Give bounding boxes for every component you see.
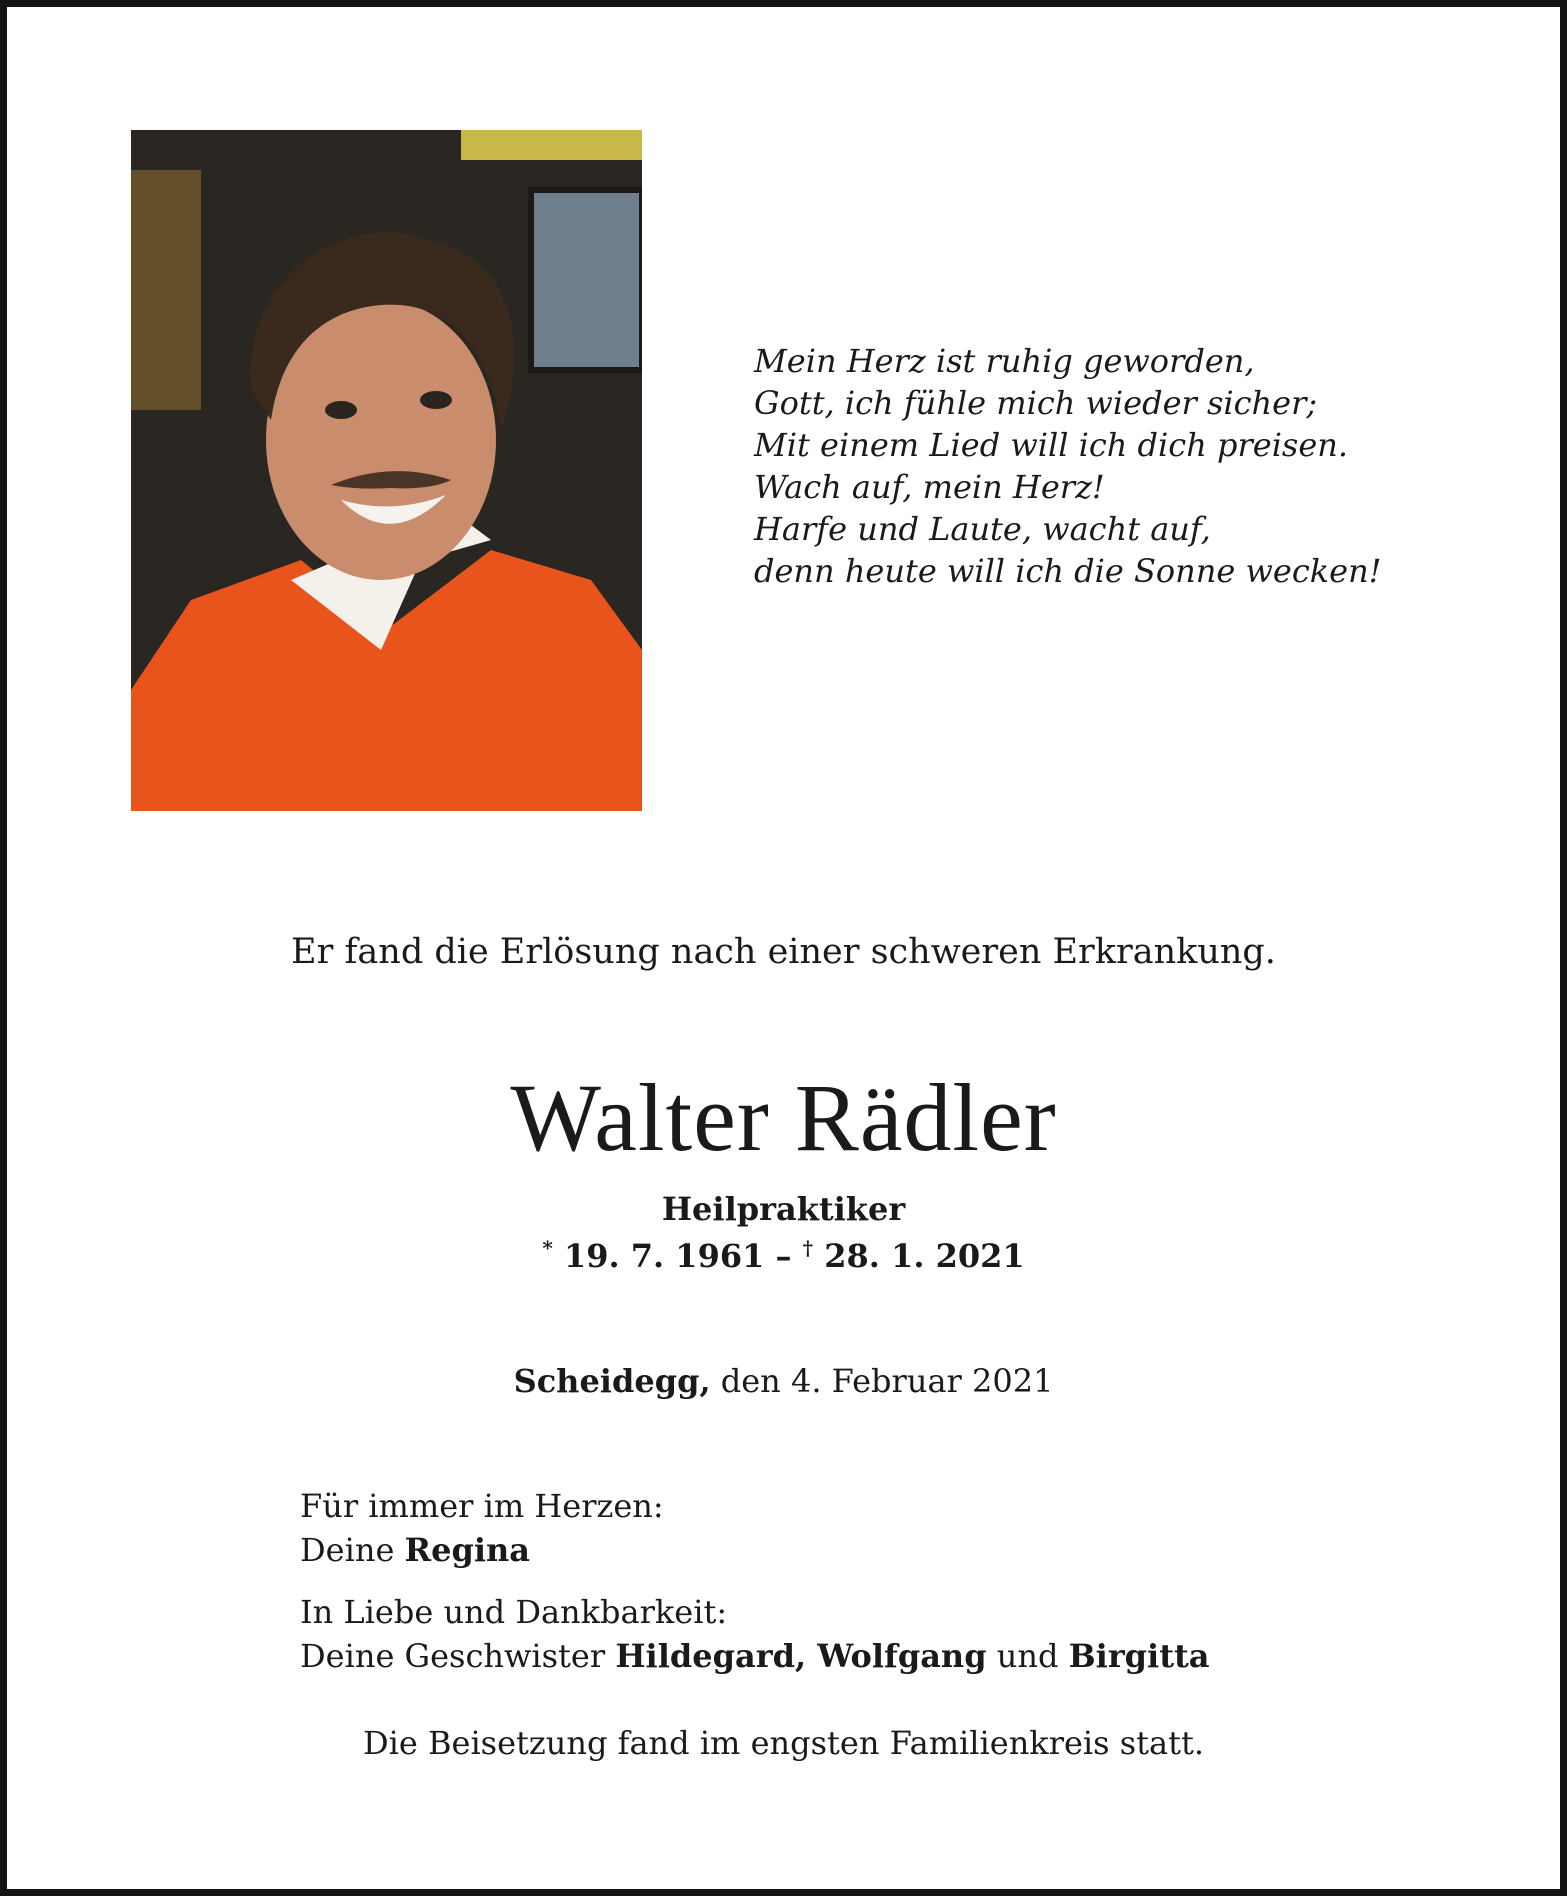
place: Scheidegg, (513, 1362, 711, 1400)
mourner-names: Hildegard, Wolfgang (615, 1637, 987, 1675)
poem-line: denn heute will ich die Sonne wecken! (754, 552, 1382, 590)
deceased-name: Walter Rädler (510, 1064, 1057, 1171)
birth-symbol: * (542, 1236, 553, 1260)
birth-date: 19. 7. 1961 (563, 1237, 765, 1275)
mourners-group-1 (300, 1484, 664, 1572)
portrait-photo (131, 130, 642, 811)
poem-line: Gott, ich fühle mich wieder sicher; (754, 384, 1318, 422)
mourners-prefix: Deine Geschwister (300, 1637, 606, 1675)
life-dates (0, 1236, 1567, 1275)
place-date (0, 1362, 1567, 1400)
portrait-illustration (131, 130, 642, 811)
mourners-heading: In Liebe und Dankbarkeit: (300, 1593, 728, 1631)
burial-text: Die Beisetzung fand im engsten Familienkreis statt. (362, 1724, 1204, 1762)
poem-line: Harfe und Laute, wacht auf, (754, 510, 1211, 548)
date-separator: – (775, 1237, 792, 1275)
death-date: 28. 1. 2021 (824, 1237, 1025, 1275)
poem-line: Wach auf, mein Herz! (754, 468, 1105, 506)
mourners-prefix: Deine (300, 1531, 395, 1569)
mourners-group-2 (300, 1590, 1210, 1678)
mourners-heading: Für immer im Herzen: (300, 1487, 664, 1525)
date: den 4. Februar 2021 (720, 1362, 1054, 1400)
mourners-line (300, 1528, 664, 1572)
poem-line: Mein Herz ist ruhig geworden, (754, 342, 1255, 380)
poem (754, 340, 1382, 592)
mourners-line (300, 1634, 1210, 1678)
poem-line: Mit einem Lied will ich dich preisen. (754, 426, 1349, 464)
mourners-conjunction: und (996, 1637, 1059, 1675)
profession: Heilpraktiker (661, 1190, 906, 1228)
release-text: Er fand die Erlösung nach einer schweren Erkrankung. (291, 932, 1276, 972)
mourner-name: Birgitta (1068, 1637, 1210, 1675)
death-symbol: † (802, 1236, 814, 1260)
mourner-name: Regina (404, 1531, 531, 1569)
